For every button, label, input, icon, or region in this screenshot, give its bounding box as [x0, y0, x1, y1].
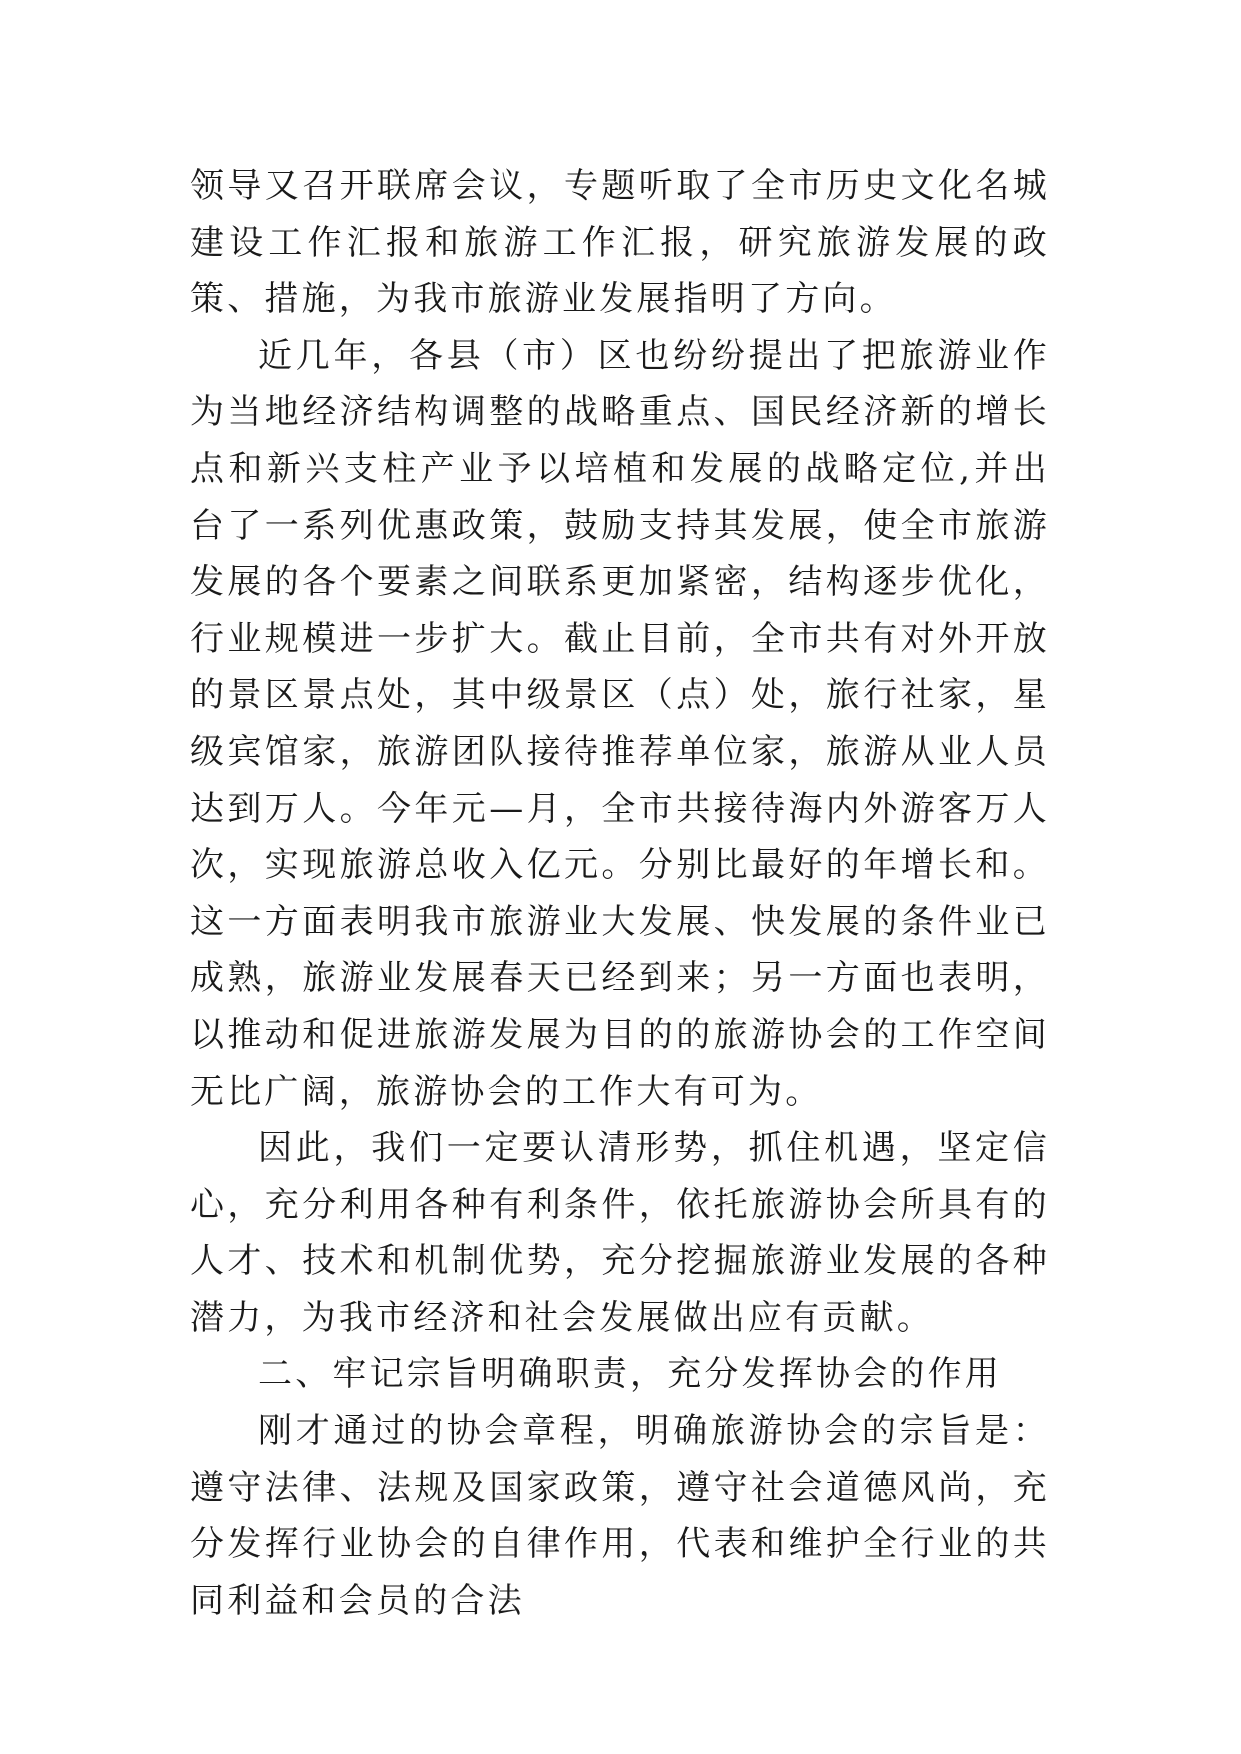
section-heading: 二、牢记宗旨明确职责，充分发挥协会的作用 [258, 1354, 1002, 1395]
paragraph-therefore: 因此，我们一定要认清形势，抓住机遇，坚定信心，充分利用各种有利条件，依托旅游协会所具有的人才、技术和机制优势，充分挖掘旅游业发展的各种潜力，为我市经济和社会发展做出应有贡献。 [190, 1128, 1050, 1338]
paragraph-recent-years: 近几年，各县（市）区也纷纷提出了把旅游业作为当地经济结构调整的战略重点、国民经济新的增长点和新兴支柱产业予以培植和发展的战略定位,并出台了一系列优惠政策，鼓励支持其发展，使全市旅游发展的各个要素之间联系更加紧密，结构逐步优化，行业规模进一步扩大。截止目前，全市共有对外开放的景区景点处，其中级景区（点）处，旅行社家，星级宾馆家，旅游团队接待推荐单位家，旅游从业人员达到万人。今年元—月，全市共接待海内外游客万人次，实现旅游总收入亿元。分别比最好的年增长和。这一方面表明我市旅游业大发展、快发展的条件业已成熟，旅游业发展春天已经到来；另一方面也表明，以推动和促进旅游发展为目的的旅游协会的工作空间无比广阔，旅游协会的工作大有可为。 [190, 335, 1050, 1112]
document-page [190, 158, 1050, 1629]
paragraph-continuation: 领导又召开联席会议，专题听取了全市历史文化名城建设工作汇报和旅游工作汇报，研究旅游发展的政策、措施，为我市旅游业发展指明了方向。 [190, 166, 1050, 320]
paragraph-charter: 刚才通过的协会章程，明确旅游协会的宗旨是：遵守法律、法规及国家政策，遵守社会道德风尚，充分发挥行业协会的自律作用，代表和维护全行业的共同利益和会员的合法 [190, 1411, 1050, 1621]
